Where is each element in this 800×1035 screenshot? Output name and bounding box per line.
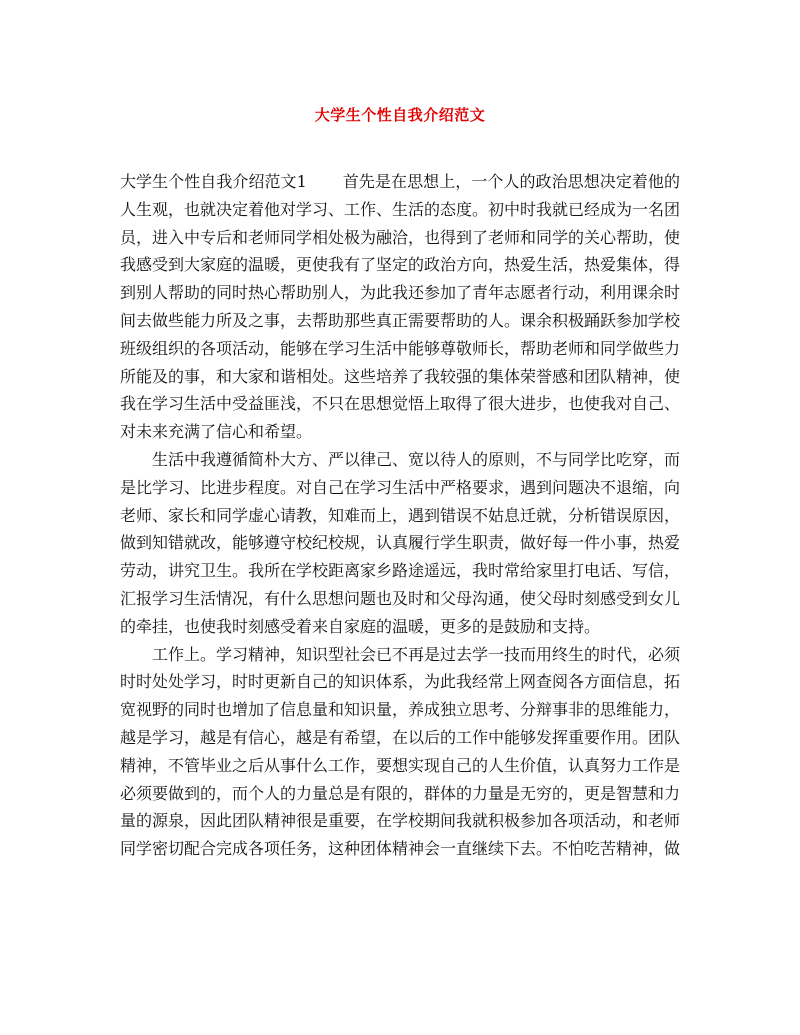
paragraph-3: 工作上。学习精神，知识型社会已不再是过去学一技而用终生的时代，必须时时处处学习，时时更新自己的知识体系，为此我经常上网查阅各方面信息，拓宽视野的同时也增加了信息量和知识量，养成独立思考、分辩事非的思维能力，越是学习，越是有信心，越是有希望，在以后的工作中能够发挥重要作用。团队精神，不管毕业之后从事什么工作，要想实现自己的人生价值，认真努力工作是必须要做到的，而个人的力量总是有限的，群体的力量是无穷的，更是智慧和力量的源泉，因此团队精神很是重要，在学校期间我就积极参加各项活动，和老师同学密切配合完成各项任务，这种团体精神会一直继续下去。不怕吃苦精神，做 <box>120 644 681 859</box>
paragraph-1 <box>120 168 680 446</box>
document-body <box>120 168 680 863</box>
paragraph-1-heading: 大学生个性自我介绍范文1 <box>120 172 307 191</box>
paragraph-2: 生活中我遵循简朴大方、严以律己、宽以待人的原则，不与同学比吃穿，而是比学习、比进步程度。对自己在学习生活中严格要求，遇到问题决不退缩，向老师、家长和同学虚心请教，知难而上，遇到错误不姑息迁就，分析错误原因，做到知错就改，能够遵守校纪校规，认真履行学生职责，做好每一件小事，热爱劳动，讲究卫生。我所在学校距离家乡路途遥远，我时常给家里打电话、写信，汇报学习生活情况，有什么思想问题也及时和父母沟通，使父母时刻感受到女儿的牵挂，也使我时刻感受着来自家庭的温暖，更多的是鼓励和支持。 <box>120 449 681 636</box>
document-title: 大学生个性自我介绍范文 <box>314 106 486 124</box>
paragraph-1-text: 首先是在思想上，一个人的政治思想决定着他的人生观，也就决定着他对学习、工作、生活的态度。初中时我就已经成为一名团员，进入中专后和老师同学相处极为融洽，也得到了老师和同学的关心帮助，使我感受到大家庭的温暖，更使我有了坚定的政治方向，热爱生活，热爱集体，得到别人帮助的同时热心帮助别人，为此我还参加了青年志愿者行动，利用课余时间去做些能力所及之事，去帮助那些真正需要帮助的人。课余积极踊跃参加学校班级组织的各项活动，能够在学习生活中能够尊敬师长，帮助老师和同学做些力所能及的事，和大家和谐相处。这些培养了我较强的集体荣誉感和团队精神，使我在学习生活中受益匪浅，不只在思想觉悟上取得了很大进步，也使我对自己、对未来充满了信心和希望。 <box>120 172 681 442</box>
